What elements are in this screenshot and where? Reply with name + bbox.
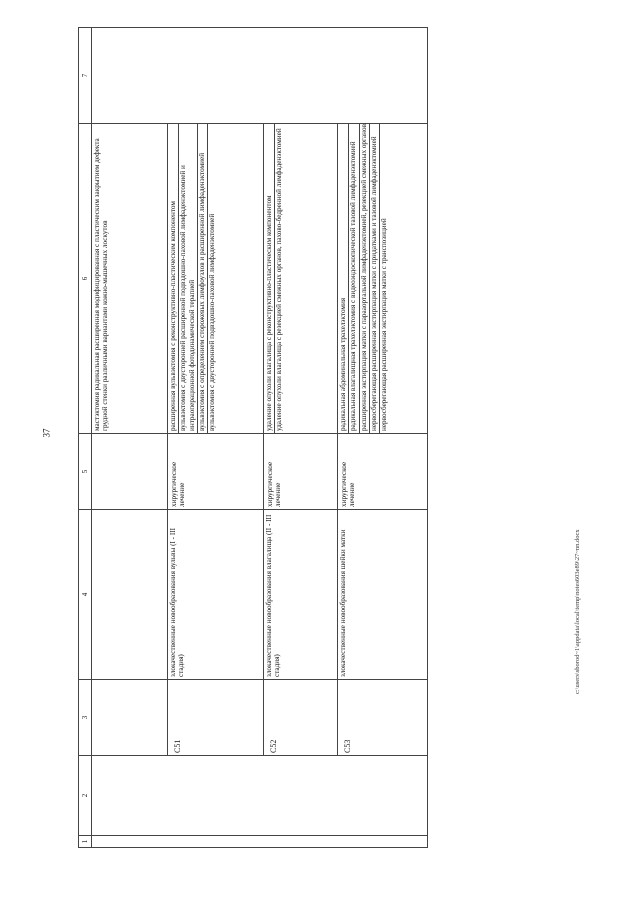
procedure-item: вульвэктомия с определением сторожевых лимфоузлов и расширенной лимфаденэктомией <box>198 124 208 433</box>
procedure-cell <box>168 124 264 434</box>
procedure-item: удаление опухоли влагалища с резекцией смежных органов, пахово-бедренной лимфаденэктомией <box>275 128 284 431</box>
col7-cell <box>92 28 428 124</box>
procedure-item: вульвэктомия с двусторонней подвздошно-паховой лимфаденэктомией <box>208 213 217 431</box>
procedure-cell <box>264 124 338 434</box>
procedures-table <box>78 27 428 848</box>
rotated-table-sheet <box>78 28 593 848</box>
icd-code <box>92 680 168 756</box>
table-row <box>168 28 264 848</box>
col2-cell <box>92 756 428 836</box>
procedure-item: радикальная абдоминальная трахелэктомия <box>339 124 349 433</box>
procedure-item: мастэктомия радикальная расширенная модифицированная с пластическим закрытием дефекта грудной стенки различными вариантами кожно-мышечных лоскутов <box>93 138 110 431</box>
treatment-type <box>92 434 168 510</box>
procedure-item: нервосберегающая расширенная экстирпация матки с транспозицией <box>380 218 389 431</box>
procedure-item: удаление опухоли влагалища с реконструктивно-пластическим компонентом <box>265 124 275 433</box>
col1-cell <box>92 836 428 848</box>
diagnosis-text: злокачественные новообразования шейки матки <box>338 510 428 680</box>
procedure-item: расширенная вульвэктомия с реконструктивно-пластическим компонентом <box>169 124 179 433</box>
page-number: 37 <box>41 428 52 438</box>
col-header-4: 4 <box>79 510 92 680</box>
procedure-item: нервосберегающая расширенная экстирпация матки с придатками и тазовой лимфаденэктомией <box>370 124 380 433</box>
col-header-5: 5 <box>79 434 92 510</box>
procedure-cell <box>338 124 428 434</box>
footer-file-path: c:\users\sborod~1\appdata\local\temp\notes603e89\27~nn.docx <box>574 529 581 694</box>
treatment-type: хирургическое лечение <box>168 434 264 510</box>
table-row <box>264 28 338 848</box>
col-header-3: 3 <box>79 680 92 756</box>
col-header-2: 2 <box>79 756 92 836</box>
table-row <box>92 28 168 848</box>
diagnosis-text: злокачественные новообразования вульвы (I - III стадия) <box>168 510 264 680</box>
diagnosis-text <box>92 510 168 680</box>
procedure-cell <box>92 124 168 434</box>
header-row <box>79 28 92 848</box>
col-header-7: 7 <box>79 28 92 124</box>
treatment-type: хирургическое лечение <box>338 434 428 510</box>
procedure-item: расширенная экстирпация матки с парааортальной лимфаденэктомией, резекцией смежных органов <box>360 124 370 433</box>
procedure-item: радикальная влагалищная трахелэктомия с видеоэндоскопической тазовой лимфаденэктомией <box>349 124 359 433</box>
table-row <box>338 28 428 848</box>
col-header-1: 1 <box>79 836 92 848</box>
diagnosis-text: злокачественные новообразования влагалища (II - III стадия) <box>264 510 338 680</box>
treatment-type: хирургическое лечение <box>264 434 338 510</box>
procedure-item: вульвэктомия с двусторонней расширенной подвздошно-паховой лимфаденэктомией и интраоперационной фотодинамической терапией <box>179 124 198 433</box>
icd-code: C52 <box>264 680 338 756</box>
icd-code: C51 <box>168 680 264 756</box>
icd-code: C53 <box>338 680 428 756</box>
col-header-6: 6 <box>79 124 92 434</box>
